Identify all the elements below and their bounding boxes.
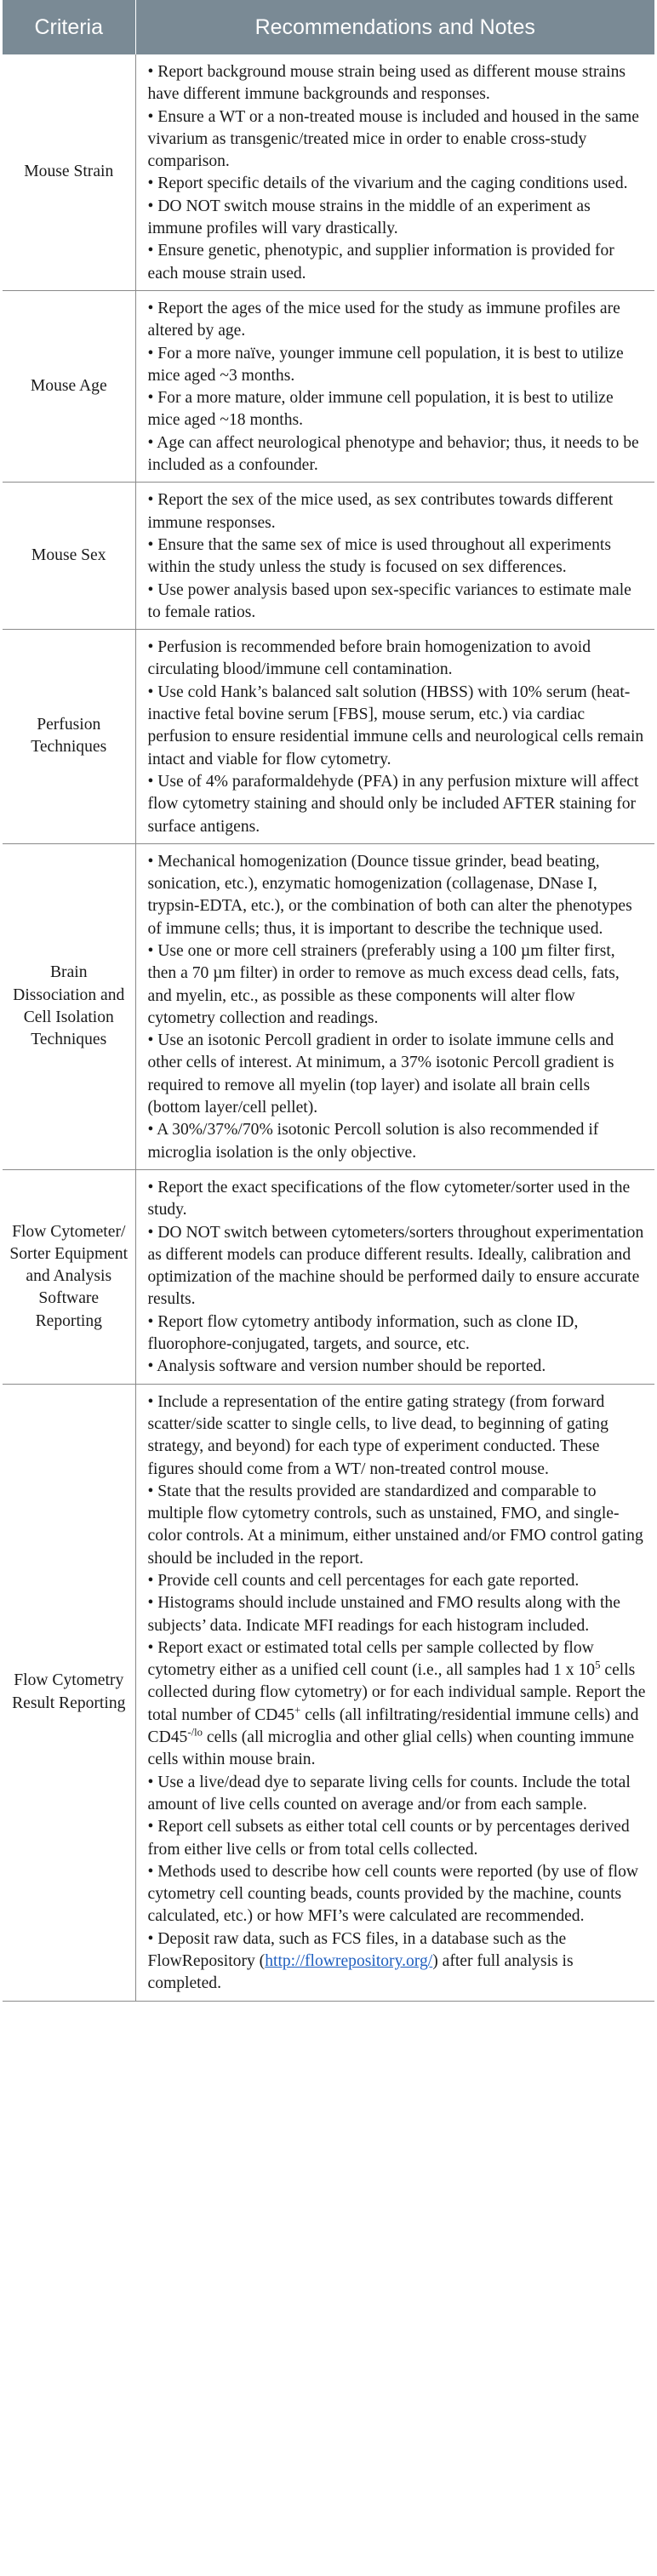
list-item: • Ensure that the same sex of mice is used throughout all experiments within the study unless the study is focused on sex differences. (147, 535, 611, 577)
notes-cell (135, 630, 654, 844)
criteria-column-header: Criteria (3, 0, 135, 54)
recommendations-table (3, 0, 654, 2002)
criteria-cell: Brain Dissociation and Cell Isolation Techniques (3, 843, 135, 1169)
bullet-list (148, 61, 647, 285)
criteria-cell: Mouse Strain (3, 54, 135, 290)
bullet-list (148, 637, 647, 838)
list-item: • Use one or more cell strainers (preferably using a 100 µm filter first, then a 70 µm filter) in order to remove as much excess dead cells, fats, and myelin, etc., as possible as these components will alter flow cytometry collection and readings. (147, 941, 620, 1027)
bullet-list (148, 489, 647, 624)
list-item: • Ensure genetic, phenotypic, and supplier information is provided for each mouse strain used. (147, 242, 614, 283)
list-item: • Ensure a WT or a non-treated mouse is included and housed in the same vivarium as transgenic/treated mice in order to enable cross-study comparison. (147, 107, 639, 171)
list-item: • Report background mouse strain being used as different mouse strains have different immune backgrounds and responses. (147, 63, 626, 104)
list-item: • Analysis software and version number should be reported. (147, 1357, 546, 1376)
bullet-list (148, 298, 647, 477)
list-item: • Use cold Hank’s balanced salt solution (HBSS) with 10% serum (heat-inactive fetal bovine serum [FBS], mouse serum, etc.) via cardiac perfusion to ensure residential immune cells and neurological cells remain intact and viable for flow cytometry. (147, 683, 644, 768)
bullet-list (148, 1177, 647, 1379)
notes-cell (135, 290, 654, 482)
table-row-mouse-strain (3, 54, 654, 290)
table-row-brain-dissociation (3, 843, 654, 1169)
superscript: + (294, 1704, 301, 1716)
list-item: • Perfusion is recommended before brain homogenization to avoid circulating blood/immune cell contamination. (147, 638, 591, 679)
text-segment: • Report exact or estimated total cells per sample collected by flow cytometry either as a unified cell count (i.e., all samples had 1 x 10 (147, 1638, 596, 1680)
list-item: • Use power analysis based upon sex-specific variances to estimate male to female ratios. (147, 580, 631, 621)
notes-cell (135, 843, 654, 1169)
criteria-cell: Perfusion Techniques (3, 630, 135, 844)
list-item: • Methods used to describe how cell counts were reported (by use of flow cytometry cell counting beads, counts provided by the machine, counts calculated, etc.) or how MFI’s were calculated are recommended. (147, 1862, 639, 1926)
list-item: • Provide cell counts and cell percentages for each gate reported. (147, 1572, 580, 1590)
criteria-cell: Flow Cytometer/ Sorter Equipment and Analysis Software Reporting (3, 1169, 135, 1384)
text-segment: • Deposit raw data, such as FCS files, in a database such as the FlowRepository ( (147, 1929, 567, 1971)
table-row-perfusion (3, 630, 654, 844)
list-item: • Report specific details of the vivarium and the caging conditions used. (147, 174, 628, 193)
list-item-cell-counts (148, 1637, 647, 1772)
table-row-flow-cytometer-equipment (3, 1169, 654, 1384)
notes-cell (135, 54, 654, 290)
criteria-cell: Mouse Sex (3, 483, 135, 630)
table-row-mouse-age (3, 290, 654, 482)
list-item-data-deposit (148, 1928, 647, 1996)
superscript: -/lo (187, 1726, 203, 1739)
criteria-cell: Flow Cytometry Result Reporting (3, 1384, 135, 2001)
text-segment: cells (all infiltrating/residential immune cells) and CD45 (147, 1705, 639, 1747)
list-item: • DO NOT switch mouse strains in the middle of an experiment as immune profiles will vary drastically. (147, 197, 591, 238)
notes-cell (135, 483, 654, 630)
list-item: • For a more mature, older immune cell population, it is best to utilize mice aged ~18 months. (147, 389, 614, 430)
bullet-list (148, 1391, 647, 1996)
table-header-row (3, 0, 654, 54)
text-segment: cells (all microglia and other glial cells) when counting immune cells within mouse brain. (147, 1728, 635, 1769)
recommendations-column-header: Recommendations and Notes (135, 0, 654, 54)
table-row-mouse-sex (3, 483, 654, 630)
list-item: • State that the results provided are standardized and comparable to multiple flow cytometry controls, such as unstained, FMO, and single-color controls. At a minimum, either unstained and/or FMO control gating should be included in the report. (147, 1482, 643, 1568)
superscript: 5 (595, 1659, 601, 1671)
flowrepository-link[interactable]: http://flowrepository.org/ (265, 1952, 433, 1971)
list-item: • Mechanical homogenization (Dounce tissue grinder, bead beating, sonication, etc.), enzymatic homogenization (collagenase, DNase I, trypsin-EDTA, etc.), or the combination of both can alter the phenotypes of immune cells; thus, it is important to describe the technique used. (147, 852, 632, 938)
text-segment: cells collected during flow cytometry) or for each individual sample. Report the total number of CD45 (147, 1661, 646, 1724)
list-item: • Report flow cytometry antibody information, such as clone ID, fluorophore-conjugated, targets, and source, etc. (147, 1312, 579, 1354)
list-item: • Use a live/dead dye to separate living cells for counts. Include the total amount of live cells counted on average and/or from each sample. (147, 1773, 631, 1813)
bullet-list (148, 851, 647, 1164)
list-item: • A 30%/37%/70% isotonic Percoll solution is also recommended if microglia isolation is the only objective. (147, 1121, 599, 1162)
notes-cell (135, 1169, 654, 1384)
criteria-cell: Mouse Age (3, 290, 135, 482)
list-item: • Report the ages of the mice used for the study as immune profiles are altered by age. (147, 299, 620, 340)
list-item: • Report the sex of the mice used, as sex contributes towards different immune responses. (147, 491, 614, 532)
list-item: • Include a representation of the entire gating strategy (from forward scatter/side scatter to single cells, to live dead, to beginning of gating strategy, and beyond) for each type of experiment conducted. These figures should come from a WT/ non-treated control mouse. (147, 1392, 608, 1478)
list-item: • Report cell subsets as either total cell counts or by percentages derived from either live cells or from total cells collected. (147, 1818, 630, 1859)
list-item: • Age can affect neurological phenotype and behavior; thus, it needs to be included as a confounder. (147, 433, 639, 475)
text-segment: ) after full analysis is completed. (147, 1952, 574, 1993)
list-item: • Histograms should include unstained and FMO results along with the subjects’ data. Indicate MFI readings for each histogram included. (147, 1594, 620, 1635)
list-item: • Use of 4% paraformaldehyde (PFA) in any perfusion mixture will affect flow cytometry staining and should only be included AFTER staining for surface antigens. (147, 772, 639, 836)
notes-cell (135, 1384, 654, 2001)
list-item: • For a more naïve, younger immune cell population, it is best to utilize mice aged ~3 months. (147, 344, 624, 385)
list-item: • Use an isotonic Percoll gradient in order to isolate immune cells and other cells of interest. At minimum, a 37% isotonic Percoll gradient is required to remove all myelin (top layer) and isolate all brain cells (bottom layer/cell pellet). (147, 1031, 614, 1117)
list-item: • Report the exact specifications of the flow cytometer/sorter used in the study. (147, 1178, 631, 1219)
table-row-flow-cytometry-results (3, 1384, 654, 2001)
list-item: • DO NOT switch between cytometers/sorters throughout experimentation as different models can produce different results. Ideally, calibration and optimization of the machine should be performed daily to ensure accurate results. (147, 1223, 644, 1309)
